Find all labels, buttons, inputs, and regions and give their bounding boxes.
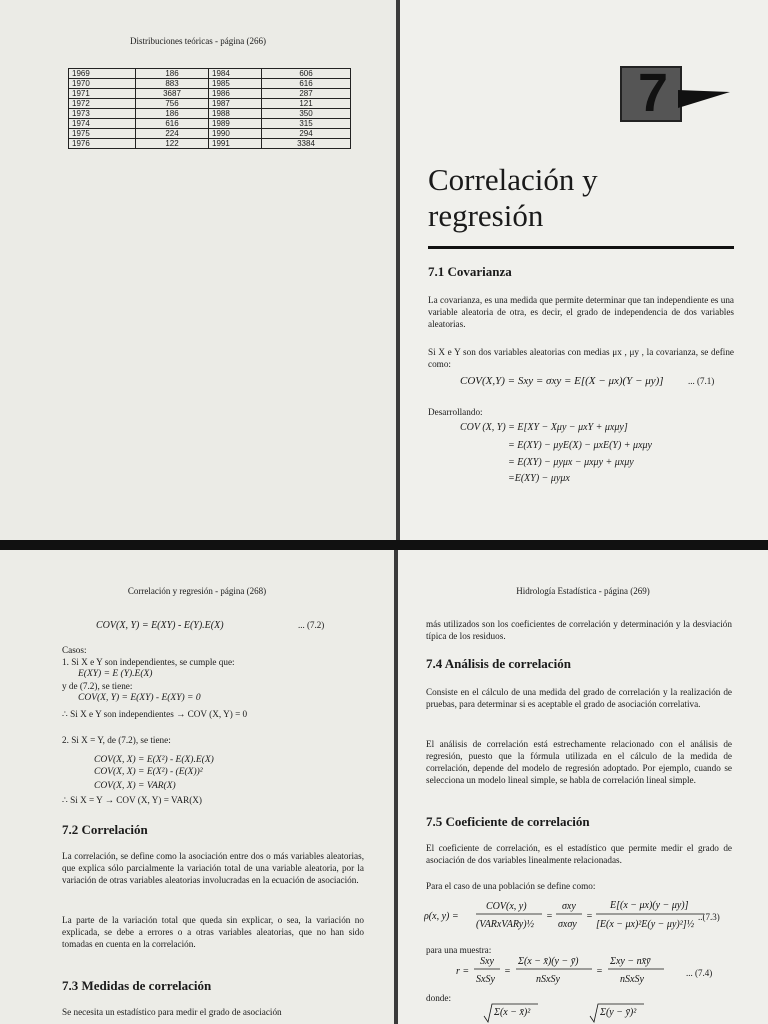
table-cell: 1972 [69, 99, 136, 109]
case-1-conclusion: ∴ Si X e Y son independientes → COV (X, Y) = 0 [62, 709, 248, 719]
svg-text:E[(x − μx)(y − μy)]: E[(x − μx)(y − μy)] [610, 900, 689, 911]
page-268 [0, 550, 394, 1024]
table-row [69, 79, 351, 89]
table-cell: 287 [262, 89, 351, 99]
case-1-eq-c: COV(X, Y) = E(XY) - E(XY) = 0 [78, 693, 201, 703]
table-cell: 294 [262, 129, 351, 139]
page-chapter-7 [400, 0, 768, 540]
table-cell: 616 [136, 119, 209, 129]
page-header: Distribuciones teóricas - página (266) [130, 36, 266, 46]
equation-7-2-number: ... (7.2) [298, 620, 325, 630]
table-row [69, 129, 351, 139]
case-2-eq-c: COV(X, X) = VAR(X) [94, 781, 176, 791]
table-cell: 616 [262, 79, 351, 89]
table-row [69, 109, 351, 119]
table-cell: 1989 [209, 119, 262, 129]
svg-text:=: = [546, 911, 553, 922]
table-cell: 3384 [262, 139, 351, 149]
table-cell: 350 [262, 109, 351, 119]
table-cell: 1969 [69, 69, 136, 79]
muestra-label: para una muestra: [426, 945, 492, 955]
case-1-eq-a: E(XY) = E (Y).E(X) [78, 669, 153, 679]
table-cell: 1971 [69, 89, 136, 99]
case-2: 2. Si X = Y, de (7.2), se tiene: [62, 735, 171, 745]
svg-text:Σxy − nx̄ȳ: Σxy − nx̄ȳ [610, 956, 651, 967]
svg-text:=: = [504, 966, 511, 977]
case-2-eq-b: COV(X, X) = E(X²) - (E(X))² [94, 767, 203, 777]
svg-text:nSxSy: nSxSy [620, 974, 644, 985]
svg-text:[E(x − μx)²E(y − μy)²]½: [E(x − μx)²E(y − μy)²]½ [596, 919, 695, 930]
para-coeficiente: El coeficiente de correlación, es el estadístico que permite medir el grado de asociación de dos variables linealmente relacionadas. [426, 843, 732, 865]
table-cell: 1987 [209, 99, 262, 109]
chapter-number: 7 [638, 63, 669, 123]
desarrollando-label: Desarrollando: [428, 407, 483, 417]
para-continuation: más utilizados son los coeficientes de correlación y determinación y la desviación típica de los residuos. [426, 619, 732, 641]
equation-7-4 [424, 952, 694, 990]
equation-7-3-number: ..(7.3) [698, 912, 720, 922]
svg-text:=: = [596, 966, 603, 977]
derivation-line-1: COV (X, Y) = E[XY − Xμy − μxY + μxμy] [460, 422, 628, 433]
page-header: Hidrología Estadística - página (269) [516, 586, 650, 596]
table-cell: 224 [136, 129, 209, 139]
page-269 [398, 550, 768, 1024]
svg-text:Σ(x − x̄)(y − ȳ): Σ(x − x̄)(y − ȳ) [518, 956, 579, 967]
table-cell: 1988 [209, 109, 262, 119]
table-cell: 121 [262, 99, 351, 109]
para-analisis: Consiste en el cálculo de una medida del grado de correlación y la realización de pruebas, para determinar si es aceptable el grado de asociación correlativa. [426, 687, 732, 709]
page-header: Correlación y regresión - página (268) [127, 586, 267, 596]
sx-sy-formula-partial [478, 1002, 718, 1024]
table-cell: 1984 [209, 69, 262, 79]
table-cell: 1974 [69, 119, 136, 129]
equation-7-3 [424, 895, 734, 939]
table-cell: 315 [262, 119, 351, 129]
svg-text:Sxy: Sxy [480, 956, 494, 967]
chapter-title-line2: regresión [428, 198, 544, 233]
svg-text:COV(x, y): COV(x, y) [486, 901, 527, 912]
table-cell: 1976 [69, 139, 136, 149]
para-covarianza-medias: Si X e Y son dos variables aleatorias con medias μx , μy , la covarianza, se define como: [428, 347, 734, 369]
case-1: 1. Si X e Y son independientes, se cumple que: [62, 657, 235, 667]
svg-text:r =: r = [456, 966, 470, 977]
section-7-1-heading: 7.1 Covarianza [428, 264, 512, 279]
table-cell: 186 [136, 69, 209, 79]
yearly-data-table [68, 68, 351, 149]
equation-7-1: COV(X,Y) = Sxy = σxy = E[(X − μx)(Y − μy)] [460, 375, 664, 387]
chapter-title-line1: Correlación y [428, 162, 598, 197]
para-correlacion: La correlación, se define como la asociación entre dos o más variables aleatorias, que explica sólo parcialmente la variación total de una variable aleatoria, por la variación de otras variables aleatorias involucradas en la ecuación de asociación. [62, 851, 364, 885]
table-cell: 1986 [209, 89, 262, 99]
table-cell: 1991 [209, 139, 262, 149]
para-medidas: Se necesita un estadístico para medir el grado de asociación [62, 1007, 282, 1017]
donde-label: donde: [426, 993, 452, 1003]
svg-text:Σ(x − x̄)²: Σ(x − x̄)² [494, 1007, 531, 1018]
section-7-5-heading: 7.5 Coeficiente de correlación [426, 814, 590, 829]
para-variacion: La parte de la variación total que queda sin explicar, o sea, la variación no explicada, se debe a errores o a otras variables aleatorias, que no han sido tomadas en cuenta en la correlación. [62, 915, 364, 949]
table-cell: 186 [136, 109, 209, 119]
derivation-line-3: = E(XY) − μyμx − μxμy + μxμy [508, 457, 634, 468]
scan-divider [0, 540, 768, 550]
derivation-line-4: =E(XY) − μyμx [508, 473, 570, 484]
table-cell: 1975 [69, 129, 136, 139]
svg-text:ρ(x, y) =: ρ(x, y) = [424, 911, 459, 922]
case-1-text-b: y de (7.2), se tiene: [62, 681, 133, 691]
table-cell: 606 [262, 69, 351, 79]
table-row [69, 99, 351, 109]
table-row [69, 139, 351, 149]
equation-7-2: COV(X, Y) = E(XY) - E(Y).E(X) [96, 620, 224, 631]
table-cell: 122 [136, 139, 209, 149]
table-row [69, 89, 351, 99]
table-row [69, 119, 351, 129]
case-2-conclusion: ∴ Si X = Y → COV (X, Y) = VAR(X) [62, 795, 202, 805]
table-cell: 883 [136, 79, 209, 89]
svg-text:SxSy: SxSy [476, 974, 495, 985]
table-cell: 3687 [136, 89, 209, 99]
table-row [69, 69, 351, 79]
svg-text:σxy: σxy [562, 901, 576, 912]
section-7-3-heading: 7.3 Medidas de correlación [62, 978, 212, 993]
svg-text:σxσy: σxσy [558, 919, 577, 930]
derivation-line-2: = E(XY) − μyE(X) − μxE(Y) + μxμy [508, 440, 652, 451]
equation-7-4-number: ... (7.4) [686, 968, 713, 978]
svg-text:(VARxVARy)½: (VARxVARy)½ [476, 919, 535, 930]
chapter-arrow-icon [678, 82, 730, 118]
para-analisis-regresion: El análisis de correlación está estrechamente relacionado con el análisis de regresión, puesto que la fórmula utilizada en el cálculo de la medida de correlación, depende del modelo de regresión adoptado. Por ejemplo, cuando se selecciona un modelo lineal simple, se habla de correlación lineal simple. [426, 739, 732, 785]
svg-text:nSxSy: nSxSy [536, 974, 560, 985]
equation-7-1-number: ... (7.1) [688, 376, 715, 386]
table-cell: 1973 [69, 109, 136, 119]
svg-text:=: = [586, 911, 593, 922]
case-2-eq-a: COV(X, X) = E(X²) - E(X).E(X) [94, 755, 214, 765]
svg-text:Σ(y − ȳ)²: Σ(y − ȳ)² [600, 1007, 637, 1018]
page-266 [0, 0, 396, 540]
table-cell: 1985 [209, 79, 262, 89]
table-cell: 1970 [69, 79, 136, 89]
section-7-4-heading: 7.4 Análisis de correlación [426, 656, 571, 671]
casos-label: Casos: [62, 645, 87, 655]
section-7-2-heading: 7.2 Correlación [62, 822, 148, 837]
para-poblacion: Para el caso de una población se define como: [426, 881, 596, 891]
para-covarianza-def: La covarianza, es una medida que permite determinar que tan independiente es una variable aleatoria de otra, es decir, el grado de independencia de dos variables aleatorias. [428, 295, 734, 329]
table-cell: 1990 [209, 129, 262, 139]
title-rule [428, 246, 734, 249]
table-cell: 756 [136, 99, 209, 109]
